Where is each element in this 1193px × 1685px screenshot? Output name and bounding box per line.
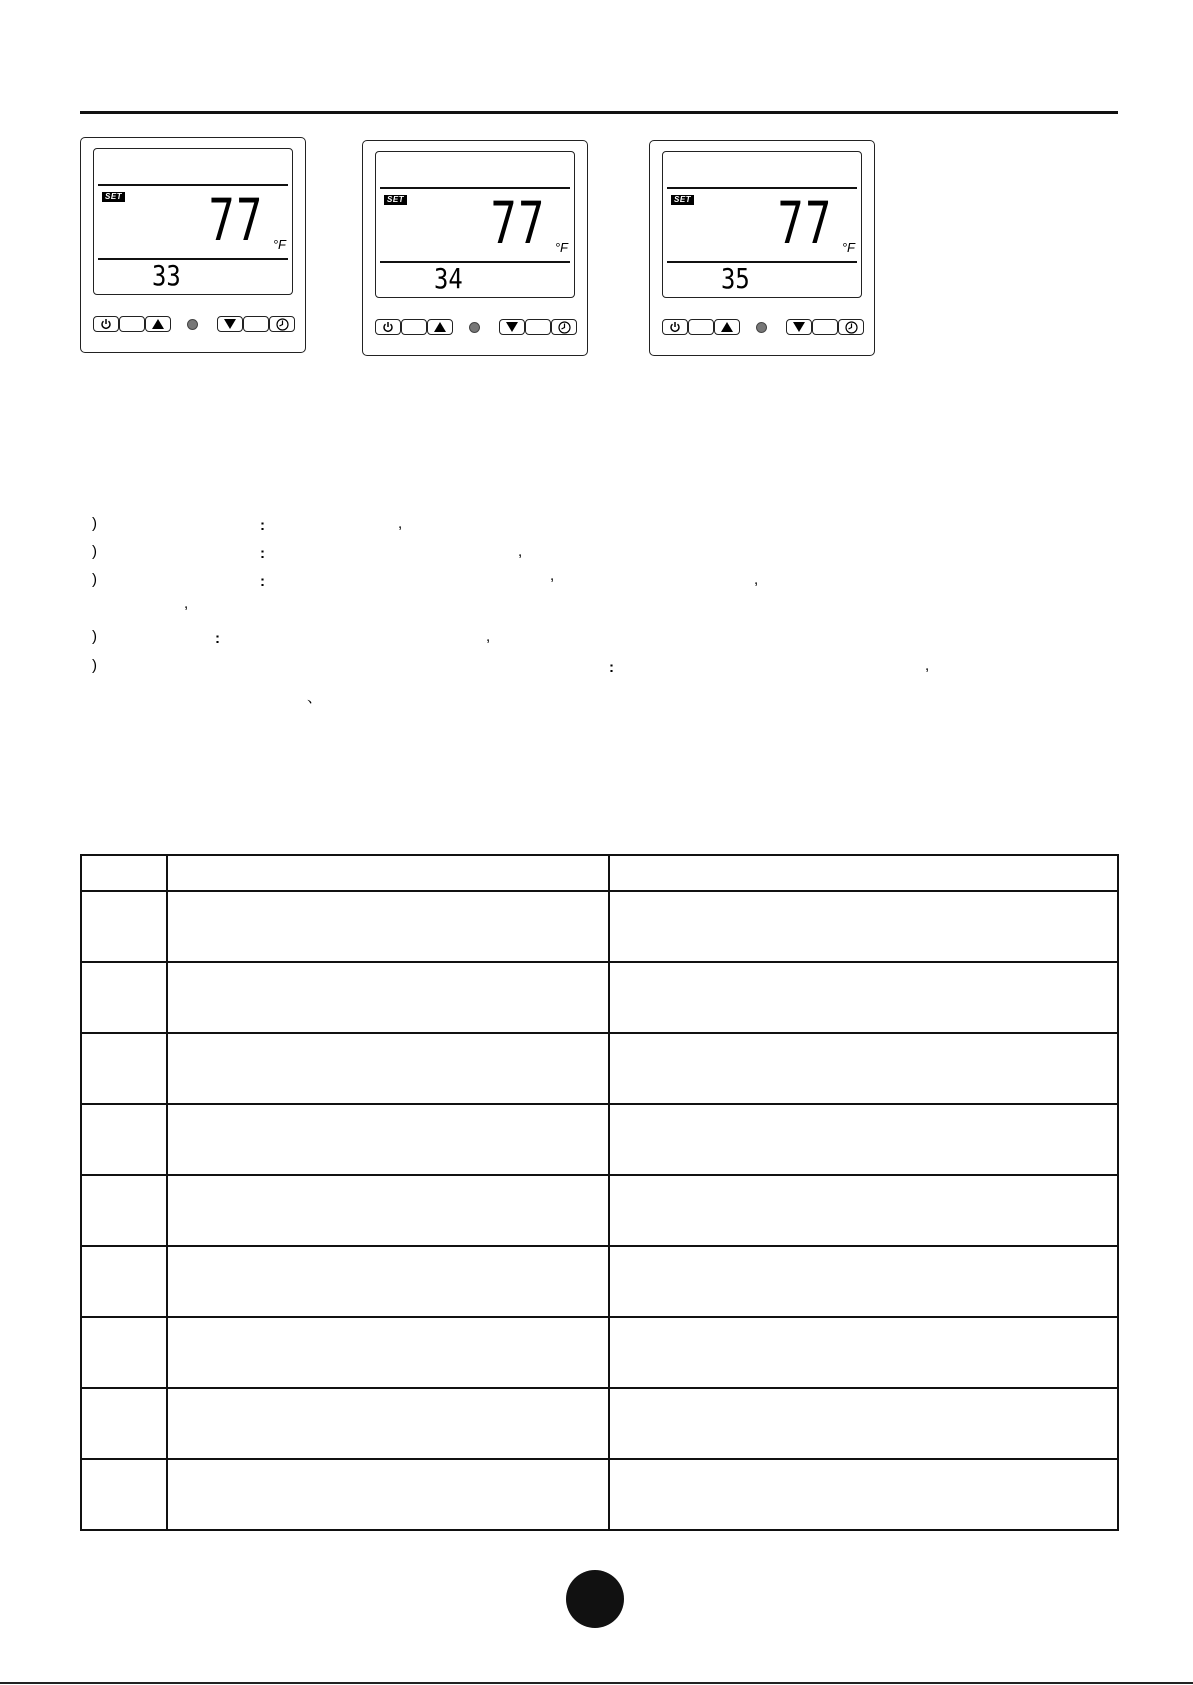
triangle-up-icon xyxy=(721,322,733,332)
table-row xyxy=(81,1175,1118,1246)
table-cell xyxy=(167,1388,609,1459)
set-indicator: SET xyxy=(671,195,694,205)
table-cell xyxy=(167,891,609,962)
timer-button[interactable] xyxy=(551,319,577,335)
up-button[interactable] xyxy=(714,319,740,335)
note-5-paren: ) xyxy=(92,657,97,674)
header-rule xyxy=(80,111,1118,114)
power-icon xyxy=(669,321,681,333)
table-cell xyxy=(609,1104,1118,1175)
temperature-unit: °F xyxy=(554,240,568,255)
lcd-screen xyxy=(375,151,575,298)
note-4-paren: ) xyxy=(92,628,97,645)
mode-button[interactable] xyxy=(688,319,714,335)
timer-button[interactable] xyxy=(269,316,295,332)
timer-button[interactable] xyxy=(838,319,864,335)
table-cell xyxy=(81,1175,167,1246)
mode-button[interactable] xyxy=(401,319,427,335)
table-cell xyxy=(167,1459,609,1530)
table-cell xyxy=(81,1104,167,1175)
note-1-paren: ) xyxy=(92,515,97,532)
table-cell xyxy=(609,1317,1118,1388)
table-header-row xyxy=(81,855,1118,891)
table-row xyxy=(81,891,1118,962)
button-row xyxy=(93,316,295,334)
table-cell xyxy=(167,962,609,1033)
parameter-code: 33 xyxy=(152,259,181,292)
function-button[interactable] xyxy=(525,319,551,335)
header-cell-description xyxy=(609,855,1118,891)
mode-button[interactable] xyxy=(119,316,145,332)
set-temperature: 77 xyxy=(208,186,264,254)
table-cell xyxy=(81,891,167,962)
note-3-paren: ) xyxy=(92,571,97,588)
note-3-comma-c: , xyxy=(184,595,189,612)
function-button[interactable] xyxy=(243,316,269,332)
status-led xyxy=(187,319,198,330)
parameter-code: 34 xyxy=(434,262,463,295)
table-row xyxy=(81,1388,1118,1459)
down-button[interactable] xyxy=(499,319,525,335)
down-button[interactable] xyxy=(217,316,243,332)
header-cell-code xyxy=(81,855,167,891)
table-cell xyxy=(609,962,1118,1033)
set-indicator: SET xyxy=(384,195,407,205)
up-button[interactable] xyxy=(145,316,171,332)
lcd-divider xyxy=(667,261,857,263)
parameter-table xyxy=(80,854,1119,1531)
triangle-up-icon xyxy=(152,319,164,329)
temperature-unit: °F xyxy=(841,240,855,255)
status-led xyxy=(756,322,767,333)
note-5-dun: 、 xyxy=(307,689,323,706)
table-cell xyxy=(81,1388,167,1459)
triangle-down-icon xyxy=(224,319,236,329)
lcd-divider xyxy=(380,261,570,263)
table-cell xyxy=(609,1033,1118,1104)
table-cell xyxy=(609,891,1118,962)
power-icon xyxy=(100,318,112,330)
note-2-paren: ) xyxy=(92,543,97,560)
table-cell xyxy=(81,1459,167,1530)
note-1-comma: , xyxy=(398,515,403,532)
lcd-screen xyxy=(93,148,293,295)
note-5-comma: , xyxy=(925,657,930,674)
note-5-colon: : xyxy=(609,659,614,676)
table-cell xyxy=(167,1317,609,1388)
set-temperature: 77 xyxy=(777,189,833,257)
power-button[interactable] xyxy=(93,316,119,332)
wired-controller-3 xyxy=(649,140,875,356)
clock-icon xyxy=(845,321,858,334)
table-row xyxy=(81,1104,1118,1175)
triangle-up-icon xyxy=(434,322,446,332)
table-cell xyxy=(167,1033,609,1104)
table-cell xyxy=(609,1459,1118,1530)
note-2-comma: , xyxy=(518,543,523,560)
table-cell xyxy=(609,1246,1118,1317)
table-row xyxy=(81,1033,1118,1104)
note-3-comma-a: , xyxy=(550,567,555,584)
button-row xyxy=(662,319,864,337)
triangle-down-icon xyxy=(793,322,805,332)
set-temperature: 77 xyxy=(490,189,546,257)
table-cell xyxy=(81,962,167,1033)
table-cell xyxy=(81,1317,167,1388)
table-cell xyxy=(167,1104,609,1175)
status-led xyxy=(469,322,480,333)
table-row xyxy=(81,1459,1118,1530)
parameter-code: 35 xyxy=(721,262,750,295)
table-cell xyxy=(609,1175,1118,1246)
note-2-colon: : xyxy=(260,545,265,562)
table-cell xyxy=(609,1388,1118,1459)
wired-controller-1 xyxy=(80,137,306,353)
page-number-badge xyxy=(566,1570,624,1628)
power-icon xyxy=(382,321,394,333)
footer-rule xyxy=(0,1682,1193,1684)
table-row xyxy=(81,1317,1118,1388)
table-cell xyxy=(81,1246,167,1317)
note-3-colon: : xyxy=(260,573,265,590)
wired-controller-2 xyxy=(362,140,588,356)
down-button[interactable] xyxy=(786,319,812,335)
table-cell xyxy=(167,1246,609,1317)
up-button[interactable] xyxy=(427,319,453,335)
note-4-comma: , xyxy=(486,628,491,645)
function-button[interactable] xyxy=(812,319,838,335)
set-indicator: SET xyxy=(102,192,125,202)
power-button[interactable] xyxy=(662,319,688,335)
table-row xyxy=(81,1246,1118,1317)
table-cell xyxy=(81,1033,167,1104)
table-row xyxy=(81,962,1118,1033)
lcd-divider xyxy=(98,258,288,260)
clock-icon xyxy=(558,321,571,334)
triangle-down-icon xyxy=(506,322,518,332)
clock-icon xyxy=(276,318,289,331)
button-row xyxy=(375,319,577,337)
table-cell xyxy=(167,1175,609,1246)
temperature-unit: °F xyxy=(272,237,286,252)
note-4-colon: : xyxy=(215,630,220,647)
power-button[interactable] xyxy=(375,319,401,335)
header-cell-name xyxy=(167,855,609,891)
note-1-colon: : xyxy=(260,517,265,534)
lcd-screen xyxy=(662,151,862,298)
note-3-comma-b: , xyxy=(754,571,759,588)
